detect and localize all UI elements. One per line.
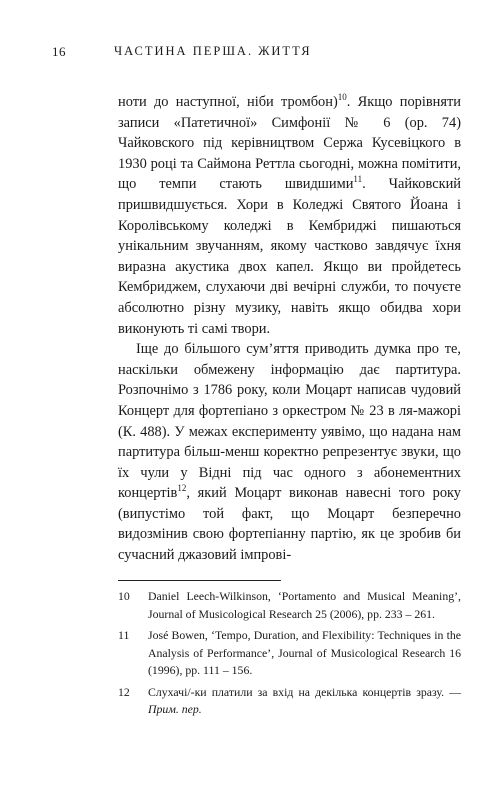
page-number: 16 <box>52 44 66 59</box>
paragraph-2-text-b: , який Моцарт виконав навесні того року (випустімо той факт, що Моцарт безперечно видозмінив свою фортепіанну партію, як це зробив би сучасний джазовий імпрові- <box>118 485 461 564</box>
footnote-12 <box>118 684 461 719</box>
paragraph-1 <box>118 92 461 339</box>
footnote-text: Слухачі/-ки платили за вхід на декілька концертів зразу. — <box>148 684 461 699</box>
paragraph-2 <box>118 339 461 566</box>
running-head: ЧАСТИНА ПЕРША. ЖИТТЯ <box>114 44 312 58</box>
paragraph-1-text-a: ноти до наступної, ніби тромбон) <box>118 94 338 110</box>
footnotes <box>118 588 461 723</box>
footnote-number: 11 <box>118 628 130 642</box>
footnote-ref-11: 11 <box>353 174 363 185</box>
paragraph-1-text-c: . Чайковский пришвидшується. Хори в Коледжі Святого Йоана і Королівському коледжі в Кембриджі пишаються унікальним звучанням, якому частково завдячує їхня виразна акустика двох капел. Якщо ви пройдетесь Кембриджем, слухаючи дві вечірні служби, то почуєте абсолютно різну музику, навіть якщо обидва хори виконують ті самі твори. <box>118 176 461 337</box>
footnote-11 <box>118 627 461 680</box>
paragraph-1-text-b: . Якщо порівняти записи «Патетичної» Симфонії № 6 (ор. 74) Чайковского під керівництвом Сержа Кусевіцкого в 1930 році та Саймона Реттла сьогодні, можна помітити, що темпи стають швидшими <box>118 94 461 193</box>
footnote-10 <box>118 588 461 623</box>
page-header <box>52 44 463 64</box>
footnote-ref-12: 12 <box>177 483 187 494</box>
translator-note: Прим. пер. <box>148 702 202 716</box>
body-text <box>118 92 461 566</box>
footnote-number: 10 <box>118 589 130 603</box>
paragraph-2-text-a: Іще до більшого сум’яття приводить думка про те, наскільки обмежену інформацію дає партитура. Розпочнімо з 1786 року, коли Моцарт написав чудовий Концерт для фортепіано з оркестром № 23 в ля-мажорі (К. 488). У межах експерименту уявімо, що надана нам партитура більш-менш коректно репрезентує звуки, що їх чули у Відні під час одного з абонементних концертів <box>118 341 461 502</box>
footnote-ref-10: 10 <box>337 92 347 103</box>
footnote-text: José Bowen, ‘Tempo, Duration, and Flexibility: Techniques in the Analysis of Performance’, Journal of Musicological Research 16 (1996), pp. 111 – 156. <box>148 628 461 677</box>
footnote-divider <box>118 580 281 581</box>
footnote-number: 12 <box>118 684 130 699</box>
footnote-text: Daniel Leech-Wilkinson, ‘Portamento and Musical Meaning’, Journal of Musicological Research 25 (2006), pp. 233 – 261. <box>148 589 461 621</box>
